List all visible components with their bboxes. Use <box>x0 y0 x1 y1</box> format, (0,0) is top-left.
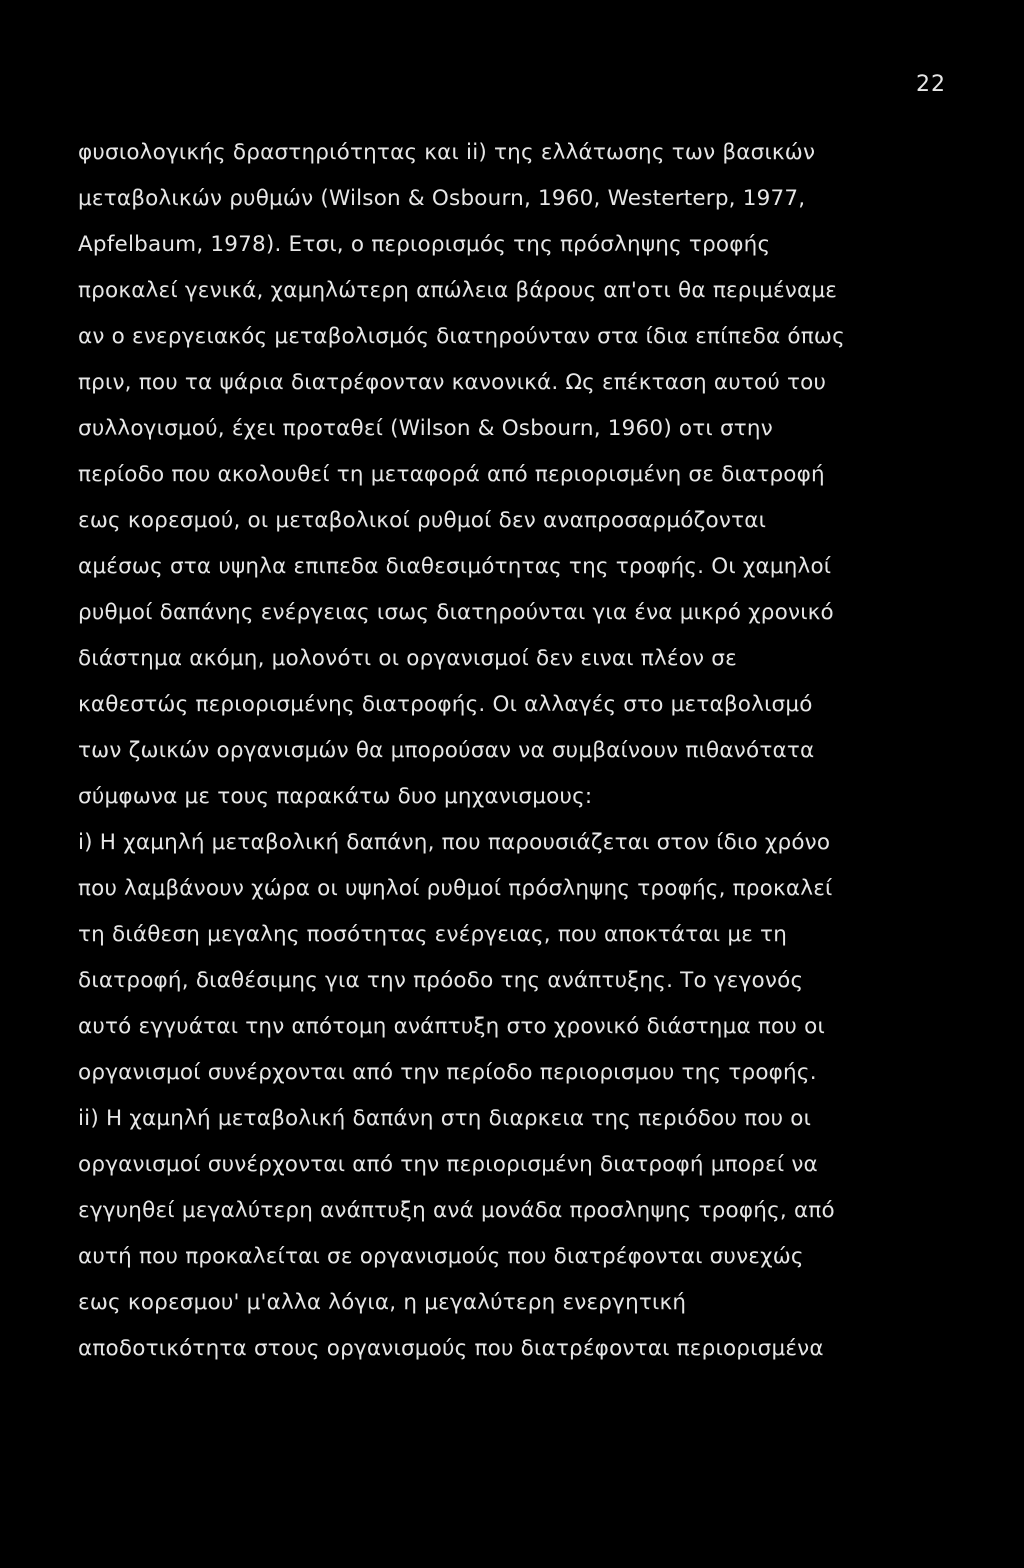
text-line: προκαλεί γενικά, χαμηλώτερη απώλεια βάρους απ'οτι θα περιμέναμε <box>78 278 838 303</box>
text-line: των ζωικών οργανισμών θα μπορούσαν να συμβαίνουν πιθανότατα <box>78 738 815 763</box>
text-line: συλλογισμού, έχει προταθεί (Wilson & Osbourn, 1960) οτι στην <box>78 416 773 441</box>
text-line: ii) Η χαμηλή μεταβολική δαπάνη στη διαρκεια της περιόδου που οι <box>78 1106 812 1131</box>
text-line: i) Η χαμηλή μεταβολική δαπάνη, που παρουσιάζεται στον ίδιο χρόνο <box>78 830 831 855</box>
body-text <box>78 130 958 1372</box>
text-line: οργανισμοί συνέρχονται από την περιορισμένη διατροφή μπορεί να <box>78 1152 818 1177</box>
text-line: εως κορεσμου' μ'αλλα λόγια, η μεγαλύτερη ενεργητική <box>78 1290 687 1315</box>
text-line: καθεστώς περιορισμένης διατροφής. Οι αλλαγές στο μεταβολισμό <box>78 692 813 717</box>
text-line: εως κορεσμού, οι μεταβολικοί ρυθμοί δεν αναπροσαρμόζονται <box>78 508 767 533</box>
text-line: αποδοτικότητα στους οργανισμούς που διατρέφονται περιορισμένα <box>78 1336 824 1361</box>
page-number: 22 <box>916 72 946 97</box>
text-line: μεταβολικών ρυθμών (Wilson & Osbourn, 1960, Westerterp, 1977, <box>78 186 806 211</box>
text-line: πριν, που τα ψάρια διατρέφονταν κανονικά. Ως επέκταση αυτού του <box>78 370 827 395</box>
text-line: φυσιολογικής δραστηριότητας και ii) της ελλάτωσης των βασικών <box>78 140 816 165</box>
text-line: αν ο ενεργειακός μεταβολισμός διατηρούνταν στα ίδια επίπεδα όπως <box>78 324 845 349</box>
text-line: εγγυηθεί μεγαλύτερη ανάπτυξη ανά μονάδα προσληψης τροφής, από <box>78 1198 835 1223</box>
text-line: Apfelbaum, 1978). Ετσι, ο περιορισμός της πρόσληψης τροφής <box>78 232 771 257</box>
text-line: που λαμβάνουν χώρα οι υψηλοί ρυθμοί πρόσληψης τροφής, προκαλεί <box>78 876 833 901</box>
text-line: διάστημα ακόμη, μολονότι οι οργανισμοί δεν ειναι πλέον σε <box>78 646 737 671</box>
text-line: οργανισμοί συνέρχονται από την περίοδο περιορισμου της τροφής. <box>78 1060 817 1085</box>
text-line: αυτή που προκαλείται σε οργανισμούς που διατρέφονται συνεχώς <box>78 1244 804 1269</box>
text-line: περίοδο που ακολουθεί τη μεταφορά από περιορισμένη σε διατροφή <box>78 462 825 487</box>
text-line: ρυθμοί δαπάνης ενέργειας ισως διατηρούνται για ένα μικρό χρονικό <box>78 600 834 625</box>
text-line: διατροφή, διαθέσιμης για την πρόοδο της ανάπτυξης. Το γεγονός <box>78 968 804 993</box>
text-line: σύμφωνα με τους παρακάτω δυο μηχανισμους: <box>78 784 593 809</box>
text-line: αυτό εγγυάται την απότομη ανάπτυξη στο χρονικό διάστημα που οι <box>78 1014 825 1039</box>
text-line: τη διάθεση μεγαλης ποσότητας ενέργειας, που αποκτάται με τη <box>78 922 788 947</box>
text-line: αμέσως στα υψηλα επιπεδα διαθεσιμότητας της τροφής. Οι χαμηλοί <box>78 554 832 579</box>
